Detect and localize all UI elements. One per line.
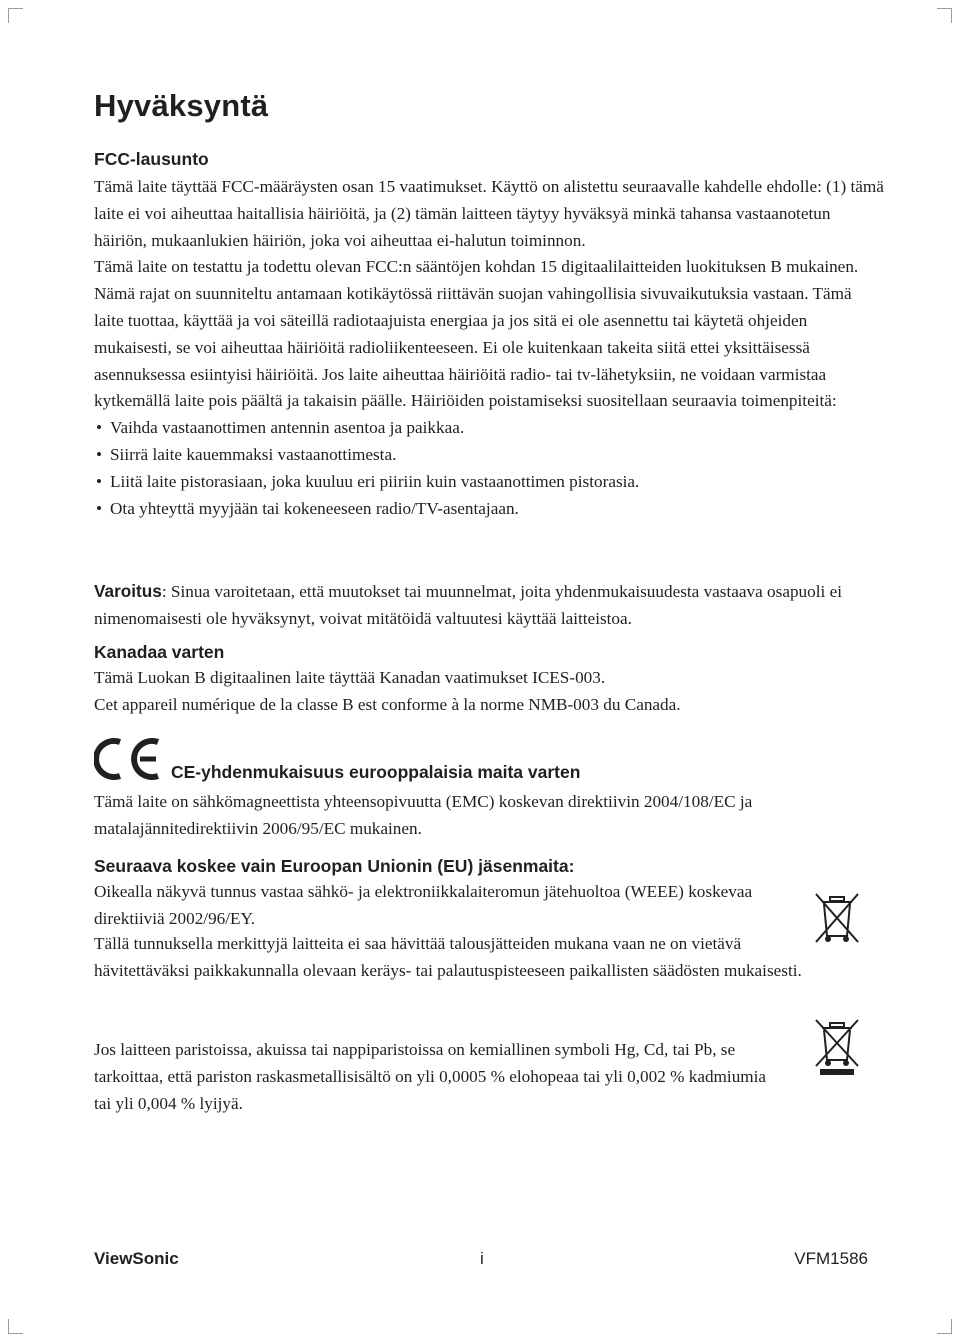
list-item: • Ota yhteyttä myyjään tai kokeneeseen radio/TV-asentajaan. xyxy=(94,496,884,523)
list-item: • Liitä laite pistorasiaan, joka kuuluu eri piiriin kuin vastaanottimen pistorasia. xyxy=(94,469,884,496)
list-item: • Vaihda vastaanottimen antennin asentoa ja paikkaa. xyxy=(94,415,884,442)
crop-mark-top-right xyxy=(937,8,952,23)
warning-label: Varoitus xyxy=(94,581,162,601)
ce-paragraph: Tämä laite on sähkömagneettista yhteensopivuutta (EMC) koskevan direktiivin 2004/108/EC ja matalajännitedirektiivin 2006/95/EC mukainen. xyxy=(94,792,753,838)
warning-paragraph xyxy=(94,578,884,633)
fcc-paragraph-1: Tämä laite täyttää FCC-määräysten osan 15 vaatimukset. Käyttö on alistettu seuraavalle kahdelle ehdolle: (1) tämä laite ei voi aiheuttaa haitallisia häiriöitä, ja (2) tämän laitteen täytyy hyväksyä minkä tahansa vastaanotetun häiriön, mukaanlukien häiriön, joka voi aiheuttaa ei-halutun toiminnon. xyxy=(94,177,884,250)
list-item: • Siirrä laite kauemmaksi vastaanottimesta. xyxy=(94,442,884,469)
canada-section xyxy=(94,665,884,719)
page-title: Hyväksyntä xyxy=(94,88,269,123)
crossed-bin-icon xyxy=(808,890,866,948)
footer-page-number: i xyxy=(480,1249,484,1268)
crop-mark-bottom-right xyxy=(937,1319,952,1334)
crop-mark-top-left xyxy=(8,8,23,23)
canada-line-fr: Cet appareil numérique de la classe B est conforme à la norme NMB-003 du Canada. xyxy=(94,694,681,714)
ce-heading: CE-yhdenmukaisuus eurooppalaisia maita varten xyxy=(171,762,581,782)
footer-brand: ViewSonic xyxy=(94,1249,179,1268)
canada-heading: Kanadaa varten xyxy=(94,642,225,662)
fcc-paragraph-2: Tämä laite on testattu ja todettu olevan FCC:n sääntöjen kohdan 15 digitaalilaitteiden luokituksen B mukainen. Nämä rajat on suunniteltu antamaan kotikäytössä riittävän suojan vahingollisia sivuvaikutuksia vastaan. Tämä laite tuottaa, käyttää ja voi säteillä radiotaajuista energiaa ja jos sitä ei ole asennettu tai käytetä ohjeiden mukaisesti, se voi aiheuttaa häiriöitä radioliikenteeseen. Ei ole kuitenkaan takeita siitä ettei yksittäisessä asennuksessa esiintyisi häiriöitä. Jos laite aiheuttaa häiriöitä radio- tai tv-lähetyksiin, ne voidaan varmistaa kytkemällä laite pois päältä ja takaisin päälle. Häiriöiden poistamiseksi suositellaan seuraavia toimenpiteitä: xyxy=(94,257,859,411)
weee-paragraph-1: Oikealla näkyvä tunnus vastaa sähkö- ja elektroniikkalaiteromun jätehuoltoa (WEEE) koskevaa direktiiviä 2002/96/EY. xyxy=(94,882,753,928)
fcc-heading: FCC-lausunto xyxy=(94,149,209,169)
footer-model: VFM1586 xyxy=(794,1249,868,1268)
fcc-section xyxy=(94,174,884,522)
fcc-measures-list xyxy=(94,415,884,522)
canada-line-fi: Tämä Luokan B digitaalinen laite täyttää Kanadan vaatimukset ICES-003. xyxy=(94,668,606,687)
crossed-bin-battery-icon xyxy=(808,1016,866,1078)
warning-text: : Sinua varoitetaan, että muutokset tai muunnelmat, joita yhdenmukaisuudesta vastaava osapuoli ei nimenomaisesti ole hyväksynyt, voivat mitätöidä valtuutesi käyttää laitteistoa. xyxy=(94,582,842,628)
eu-heading: Seuraava koskee vain Euroopan Unionin (EU) jäsenmaita: xyxy=(94,856,575,876)
battery-paragraph: Jos laitteen paristoissa, akuissa tai nappiparistoissa on kemiallinen symboli Hg, Cd, tai Pb, se tarkoittaa, että pariston raskasmetallisisältö on yli 0,0005 % elohopeaa tai yli 0,002 % kadmiumia tai yli 0,004 % lyijyä. xyxy=(94,1040,767,1113)
crop-mark-bottom-left xyxy=(8,1319,23,1334)
weee-paragraph-2: Tällä tunnuksella merkittyjä laitteita ei saa hävittää talousjätteiden mukana vaan ne on vietävä hävitettäväksi paikkakunnalla olevaan keräys- tai palautuspisteeseen paikallisten säädösten mukaisesti. xyxy=(94,934,802,980)
ce-mark-icon xyxy=(94,736,164,782)
